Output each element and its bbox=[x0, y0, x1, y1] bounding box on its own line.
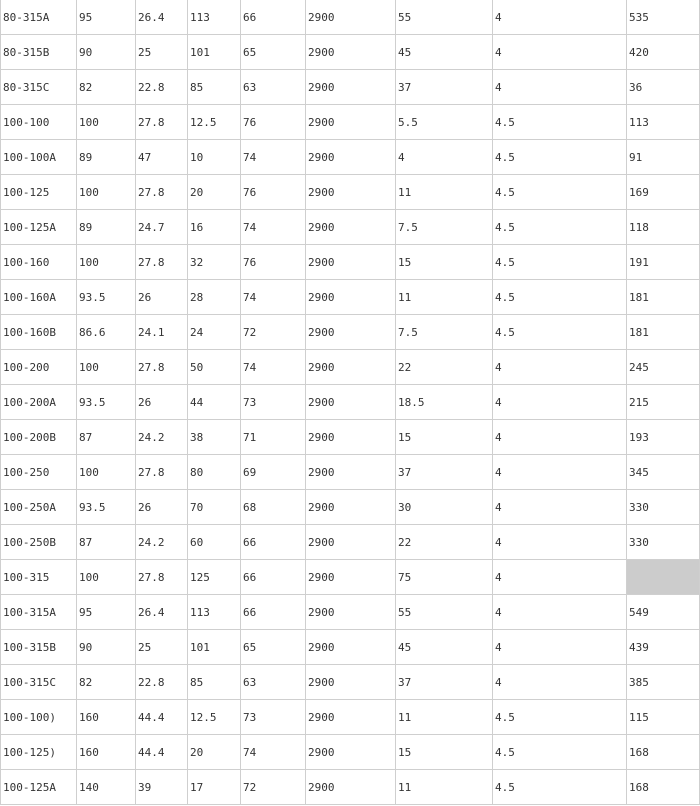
head-cell: 50 bbox=[188, 350, 241, 385]
speed-cell: 2900 bbox=[306, 105, 396, 140]
efficiency-cell: 74 bbox=[241, 280, 306, 315]
efficiency-cell: 76 bbox=[241, 175, 306, 210]
weight-cell: 181 bbox=[627, 315, 700, 350]
head-cell: 70 bbox=[188, 490, 241, 525]
head-cell: 38 bbox=[188, 420, 241, 455]
power-cell: 11 bbox=[396, 700, 493, 735]
table-row bbox=[1, 595, 700, 630]
model-cell: 100-200B bbox=[1, 420, 77, 455]
flow-m3h-cell: 89 bbox=[77, 140, 136, 175]
model-cell: 100-160B bbox=[1, 315, 77, 350]
table-row bbox=[1, 560, 700, 595]
flow-ls-cell: 24.1 bbox=[136, 315, 188, 350]
efficiency-cell: 66 bbox=[241, 525, 306, 560]
weight-cell: 115 bbox=[627, 700, 700, 735]
flow-ls-cell: 44.4 bbox=[136, 700, 188, 735]
flow-m3h-cell: 90 bbox=[77, 35, 136, 70]
power-cell: 15 bbox=[396, 735, 493, 770]
flow-ls-cell: 24.7 bbox=[136, 210, 188, 245]
weight-cell: 330 bbox=[627, 490, 700, 525]
flow-m3h-cell: 93.5 bbox=[77, 490, 136, 525]
flow-ls-cell: 22.8 bbox=[136, 665, 188, 700]
speed-cell: 2900 bbox=[306, 525, 396, 560]
speed-cell: 2900 bbox=[306, 175, 396, 210]
flow-ls-cell: 24.2 bbox=[136, 420, 188, 455]
weight-cell: 169 bbox=[627, 175, 700, 210]
speed-cell: 2900 bbox=[306, 490, 396, 525]
power-cell: 37 bbox=[396, 665, 493, 700]
head-cell: 125 bbox=[188, 560, 241, 595]
flow-ls-cell: 27.8 bbox=[136, 455, 188, 490]
npsh-cell: 4.5 bbox=[493, 105, 627, 140]
power-cell: 18.5 bbox=[396, 385, 493, 420]
model-cell: 100-125 bbox=[1, 175, 77, 210]
flow-m3h-cell: 90 bbox=[77, 630, 136, 665]
speed-cell: 2900 bbox=[306, 735, 396, 770]
table-row bbox=[1, 350, 700, 385]
head-cell: 85 bbox=[188, 665, 241, 700]
model-cell: 80-315B bbox=[1, 35, 77, 70]
npsh-cell: 4.5 bbox=[493, 700, 627, 735]
power-cell: 55 bbox=[396, 595, 493, 630]
model-cell: 100-125) bbox=[1, 735, 77, 770]
head-cell: 12.5 bbox=[188, 700, 241, 735]
head-cell: 101 bbox=[188, 630, 241, 665]
flow-ls-cell: 26 bbox=[136, 385, 188, 420]
power-cell: 45 bbox=[396, 630, 493, 665]
weight-cell: 168 bbox=[627, 770, 700, 805]
head-cell: 10 bbox=[188, 140, 241, 175]
power-cell: 11 bbox=[396, 770, 493, 805]
power-cell: 15 bbox=[396, 420, 493, 455]
flow-ls-cell: 26 bbox=[136, 280, 188, 315]
flow-ls-cell: 27.8 bbox=[136, 105, 188, 140]
weight-cell: 91 bbox=[627, 140, 700, 175]
head-cell: 24 bbox=[188, 315, 241, 350]
table-row bbox=[1, 140, 700, 175]
weight-cell: 36 bbox=[627, 70, 700, 105]
power-cell: 55 bbox=[396, 0, 493, 35]
flow-m3h-cell: 82 bbox=[77, 70, 136, 105]
flow-m3h-cell: 87 bbox=[77, 525, 136, 560]
speed-cell: 2900 bbox=[306, 385, 396, 420]
npsh-cell: 4.5 bbox=[493, 140, 627, 175]
npsh-cell: 4 bbox=[493, 385, 627, 420]
model-cell: 100-100) bbox=[1, 700, 77, 735]
head-cell: 16 bbox=[188, 210, 241, 245]
table-row bbox=[1, 175, 700, 210]
flow-m3h-cell: 100 bbox=[77, 105, 136, 140]
power-cell: 22 bbox=[396, 525, 493, 560]
speed-cell: 2900 bbox=[306, 0, 396, 35]
npsh-cell: 4 bbox=[493, 525, 627, 560]
npsh-cell: 4 bbox=[493, 630, 627, 665]
flow-m3h-cell: 86.6 bbox=[77, 315, 136, 350]
speed-cell: 2900 bbox=[306, 770, 396, 805]
flow-m3h-cell: 100 bbox=[77, 175, 136, 210]
npsh-cell: 4.5 bbox=[493, 735, 627, 770]
power-cell: 5.5 bbox=[396, 105, 493, 140]
flow-m3h-cell: 87 bbox=[77, 420, 136, 455]
flow-ls-cell: 22.8 bbox=[136, 70, 188, 105]
npsh-cell: 4.5 bbox=[493, 175, 627, 210]
power-cell: 37 bbox=[396, 455, 493, 490]
npsh-cell: 4 bbox=[493, 665, 627, 700]
table-row bbox=[1, 385, 700, 420]
head-cell: 113 bbox=[188, 595, 241, 630]
npsh-cell: 4 bbox=[493, 560, 627, 595]
head-cell: 12.5 bbox=[188, 105, 241, 140]
power-cell: 4 bbox=[396, 140, 493, 175]
table-row bbox=[1, 70, 700, 105]
efficiency-cell: 66 bbox=[241, 0, 306, 35]
npsh-cell: 4.5 bbox=[493, 280, 627, 315]
model-cell: 100-200 bbox=[1, 350, 77, 385]
weight-cell: 535 bbox=[627, 0, 700, 35]
power-cell: 30 bbox=[396, 490, 493, 525]
speed-cell: 2900 bbox=[306, 665, 396, 700]
flow-m3h-cell: 140 bbox=[77, 770, 136, 805]
efficiency-cell: 63 bbox=[241, 70, 306, 105]
power-cell: 45 bbox=[396, 35, 493, 70]
speed-cell: 2900 bbox=[306, 210, 396, 245]
model-cell: 100-315B bbox=[1, 630, 77, 665]
efficiency-cell: 72 bbox=[241, 315, 306, 350]
weight-cell: 118 bbox=[627, 210, 700, 245]
model-cell: 100-100A bbox=[1, 140, 77, 175]
weight-cell: 215 bbox=[627, 385, 700, 420]
highlighted-empty-cell bbox=[627, 560, 700, 595]
table-row bbox=[1, 665, 700, 700]
npsh-cell: 4 bbox=[493, 455, 627, 490]
head-cell: 101 bbox=[188, 35, 241, 70]
efficiency-cell: 74 bbox=[241, 210, 306, 245]
speed-cell: 2900 bbox=[306, 245, 396, 280]
flow-m3h-cell: 89 bbox=[77, 210, 136, 245]
weight-cell: 193 bbox=[627, 420, 700, 455]
model-cell: 100-125A bbox=[1, 770, 77, 805]
flow-m3h-cell: 160 bbox=[77, 700, 136, 735]
power-cell: 7.5 bbox=[396, 210, 493, 245]
weight-cell: 245 bbox=[627, 350, 700, 385]
head-cell: 20 bbox=[188, 735, 241, 770]
npsh-cell: 4 bbox=[493, 595, 627, 630]
model-cell: 100-100 bbox=[1, 105, 77, 140]
efficiency-cell: 68 bbox=[241, 490, 306, 525]
efficiency-cell: 69 bbox=[241, 455, 306, 490]
npsh-cell: 4 bbox=[493, 420, 627, 455]
model-cell: 100-160 bbox=[1, 245, 77, 280]
table-row bbox=[1, 490, 700, 525]
model-cell: 100-315 bbox=[1, 560, 77, 595]
table-row bbox=[1, 455, 700, 490]
speed-cell: 2900 bbox=[306, 630, 396, 665]
head-cell: 17 bbox=[188, 770, 241, 805]
flow-m3h-cell: 100 bbox=[77, 245, 136, 280]
speed-cell: 2900 bbox=[306, 560, 396, 595]
head-cell: 113 bbox=[188, 0, 241, 35]
flow-m3h-cell: 95 bbox=[77, 0, 136, 35]
flow-ls-cell: 24.2 bbox=[136, 525, 188, 560]
flow-ls-cell: 25 bbox=[136, 630, 188, 665]
power-cell: 15 bbox=[396, 245, 493, 280]
flow-m3h-cell: 93.5 bbox=[77, 280, 136, 315]
head-cell: 80 bbox=[188, 455, 241, 490]
flow-ls-cell: 26 bbox=[136, 490, 188, 525]
table-row bbox=[1, 700, 700, 735]
power-cell: 22 bbox=[396, 350, 493, 385]
speed-cell: 2900 bbox=[306, 140, 396, 175]
head-cell: 60 bbox=[188, 525, 241, 560]
efficiency-cell: 66 bbox=[241, 595, 306, 630]
model-cell: 100-250B bbox=[1, 525, 77, 560]
speed-cell: 2900 bbox=[306, 280, 396, 315]
efficiency-cell: 73 bbox=[241, 385, 306, 420]
table-row bbox=[1, 420, 700, 455]
weight-cell: 330 bbox=[627, 525, 700, 560]
efficiency-cell: 65 bbox=[241, 35, 306, 70]
npsh-cell: 4 bbox=[493, 70, 627, 105]
table-body bbox=[1, 0, 700, 805]
model-cell: 100-125A bbox=[1, 210, 77, 245]
model-cell: 100-160A bbox=[1, 280, 77, 315]
head-cell: 28 bbox=[188, 280, 241, 315]
model-cell: 80-315A bbox=[1, 0, 77, 35]
table-row bbox=[1, 280, 700, 315]
table-row bbox=[1, 210, 700, 245]
table-row bbox=[1, 245, 700, 280]
model-cell: 100-315A bbox=[1, 595, 77, 630]
efficiency-cell: 76 bbox=[241, 245, 306, 280]
efficiency-cell: 71 bbox=[241, 420, 306, 455]
weight-cell: 168 bbox=[627, 735, 700, 770]
table-row bbox=[1, 770, 700, 805]
speed-cell: 2900 bbox=[306, 70, 396, 105]
flow-ls-cell: 27.8 bbox=[136, 560, 188, 595]
flow-ls-cell: 26.4 bbox=[136, 0, 188, 35]
weight-cell: 420 bbox=[627, 35, 700, 70]
flow-ls-cell: 47 bbox=[136, 140, 188, 175]
npsh-cell: 4.5 bbox=[493, 210, 627, 245]
weight-cell: 113 bbox=[627, 105, 700, 140]
model-cell: 100-315C bbox=[1, 665, 77, 700]
speed-cell: 2900 bbox=[306, 420, 396, 455]
table-row bbox=[1, 105, 700, 140]
flow-m3h-cell: 160 bbox=[77, 735, 136, 770]
head-cell: 20 bbox=[188, 175, 241, 210]
efficiency-cell: 72 bbox=[241, 770, 306, 805]
speed-cell: 2900 bbox=[306, 35, 396, 70]
flow-ls-cell: 27.8 bbox=[136, 245, 188, 280]
flow-ls-cell: 39 bbox=[136, 770, 188, 805]
efficiency-cell: 74 bbox=[241, 735, 306, 770]
power-cell: 37 bbox=[396, 70, 493, 105]
npsh-cell: 4.5 bbox=[493, 315, 627, 350]
power-cell: 7.5 bbox=[396, 315, 493, 350]
efficiency-cell: 66 bbox=[241, 560, 306, 595]
model-cell: 80-315C bbox=[1, 70, 77, 105]
flow-m3h-cell: 95 bbox=[77, 595, 136, 630]
npsh-cell: 4 bbox=[493, 0, 627, 35]
weight-cell: 181 bbox=[627, 280, 700, 315]
efficiency-cell: 74 bbox=[241, 350, 306, 385]
flow-ls-cell: 27.8 bbox=[136, 350, 188, 385]
flow-ls-cell: 26.4 bbox=[136, 595, 188, 630]
power-cell: 11 bbox=[396, 175, 493, 210]
weight-cell: 385 bbox=[627, 665, 700, 700]
npsh-cell: 4 bbox=[493, 35, 627, 70]
efficiency-cell: 73 bbox=[241, 700, 306, 735]
efficiency-cell: 74 bbox=[241, 140, 306, 175]
weight-cell: 549 bbox=[627, 595, 700, 630]
weight-cell: 191 bbox=[627, 245, 700, 280]
flow-ls-cell: 44.4 bbox=[136, 735, 188, 770]
speed-cell: 2900 bbox=[306, 595, 396, 630]
flow-ls-cell: 25 bbox=[136, 35, 188, 70]
npsh-cell: 4 bbox=[493, 350, 627, 385]
speed-cell: 2900 bbox=[306, 350, 396, 385]
table-row bbox=[1, 35, 700, 70]
flow-m3h-cell: 93.5 bbox=[77, 385, 136, 420]
npsh-cell: 4 bbox=[493, 490, 627, 525]
efficiency-cell: 63 bbox=[241, 665, 306, 700]
head-cell: 85 bbox=[188, 70, 241, 105]
table-row bbox=[1, 735, 700, 770]
model-cell: 100-250A bbox=[1, 490, 77, 525]
npsh-cell: 4.5 bbox=[493, 770, 627, 805]
table-row bbox=[1, 630, 700, 665]
efficiency-cell: 76 bbox=[241, 105, 306, 140]
table-row bbox=[1, 525, 700, 560]
power-cell: 75 bbox=[396, 560, 493, 595]
flow-m3h-cell: 100 bbox=[77, 350, 136, 385]
model-cell: 100-200A bbox=[1, 385, 77, 420]
speed-cell: 2900 bbox=[306, 700, 396, 735]
flow-ls-cell: 27.8 bbox=[136, 175, 188, 210]
power-cell: 11 bbox=[396, 280, 493, 315]
table-row bbox=[1, 0, 700, 35]
flow-m3h-cell: 82 bbox=[77, 665, 136, 700]
model-cell: 100-250 bbox=[1, 455, 77, 490]
speed-cell: 2900 bbox=[306, 315, 396, 350]
efficiency-cell: 65 bbox=[241, 630, 306, 665]
head-cell: 32 bbox=[188, 245, 241, 280]
weight-cell: 439 bbox=[627, 630, 700, 665]
weight-cell: 345 bbox=[627, 455, 700, 490]
speed-cell: 2900 bbox=[306, 455, 396, 490]
flow-m3h-cell: 100 bbox=[77, 560, 136, 595]
table-row bbox=[1, 315, 700, 350]
flow-m3h-cell: 100 bbox=[77, 455, 136, 490]
npsh-cell: 4.5 bbox=[493, 245, 627, 280]
head-cell: 44 bbox=[188, 385, 241, 420]
